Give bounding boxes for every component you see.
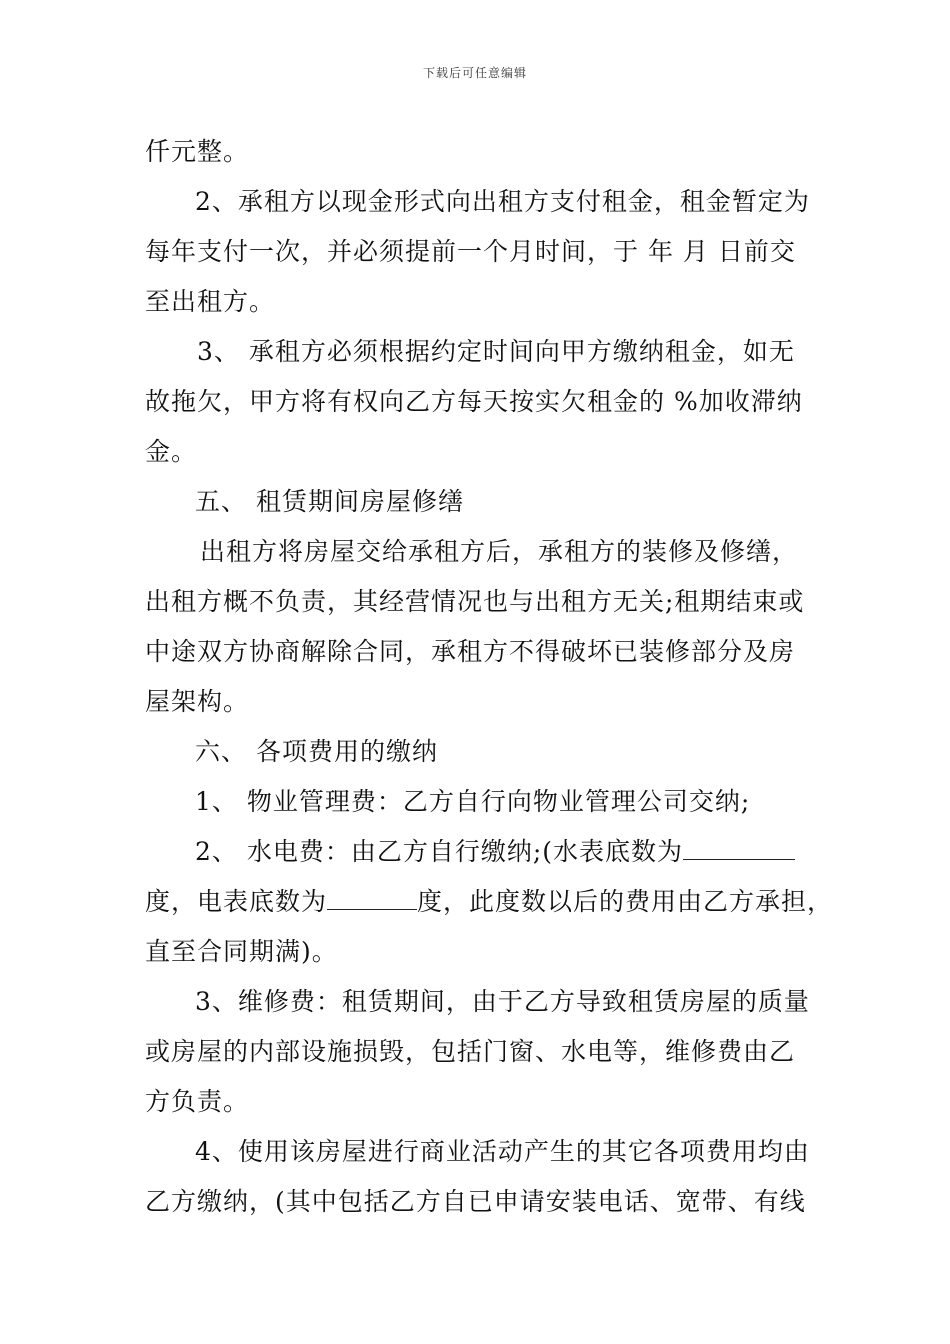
fill-in-blank — [683, 837, 795, 860]
body-text: 度，此度数以后的费用由乙方承担， — [417, 887, 834, 916]
body-line: 金。 — [145, 437, 198, 466]
section-heading: 六、 各项费用的缴纳 — [195, 737, 438, 766]
body-line: 每年支付一次，并必须提前一个月时间，于 年 月 日前交 — [145, 237, 796, 266]
body-line: 仟元整。 — [145, 137, 250, 166]
body-line: 或房屋的内部设施损毁，包括门窗、水电等，维修费由乙 — [145, 1037, 796, 1066]
body-line: 至出租方。 — [145, 287, 276, 316]
fill-in-blank — [327, 887, 417, 910]
body-line: 屋架构。 — [145, 687, 250, 716]
body-line: 方负责。 — [145, 1087, 250, 1116]
body-line — [145, 886, 833, 918]
body-line: 乙方缴纳，(其中包括乙方自已申请安装电话、宽带、有线 — [145, 1187, 806, 1216]
body-line: 直至合同期满)。 — [145, 937, 338, 966]
body-line: 出租方将房屋交给承租方后，承租方的装修及修缮， — [200, 537, 799, 566]
body-line: 1、 物业管理费：乙方自行向物业管理公司交纳; — [195, 787, 751, 816]
section-heading: 五、 租赁期间房屋修缮 — [195, 487, 464, 516]
body-line: 中途双方协商解除合同，承租方不得破坏已装修部分及房 — [145, 637, 796, 666]
body-line: 出租方概不负责，其经营情况也与出租方无关;租期结束或 — [145, 587, 805, 616]
body-line — [195, 836, 795, 868]
body-line: 3、维修费：租赁期间，由于乙方导致租赁房屋的质量 — [195, 987, 810, 1016]
page-header: 下载后可任意编辑 — [422, 66, 527, 80]
body-line: 故拖欠，甲方将有权向乙方每天按实欠租金的 %加收滞纳 — [145, 387, 803, 416]
body-text: 2、 水电费：由乙方自行缴纳;(水表底数为 — [195, 837, 684, 866]
body-line: 2、承租方以现金形式向出租方支付租金，租金暂定为 — [195, 187, 810, 216]
body-line: 3、 承租方必须根据约定时间向甲方缴纳租金，如无 — [197, 337, 795, 366]
body-text: 度，电表底数为 — [145, 887, 328, 916]
body-line: 4、使用该房屋进行商业活动产生的其它各项费用均由 — [195, 1137, 810, 1166]
